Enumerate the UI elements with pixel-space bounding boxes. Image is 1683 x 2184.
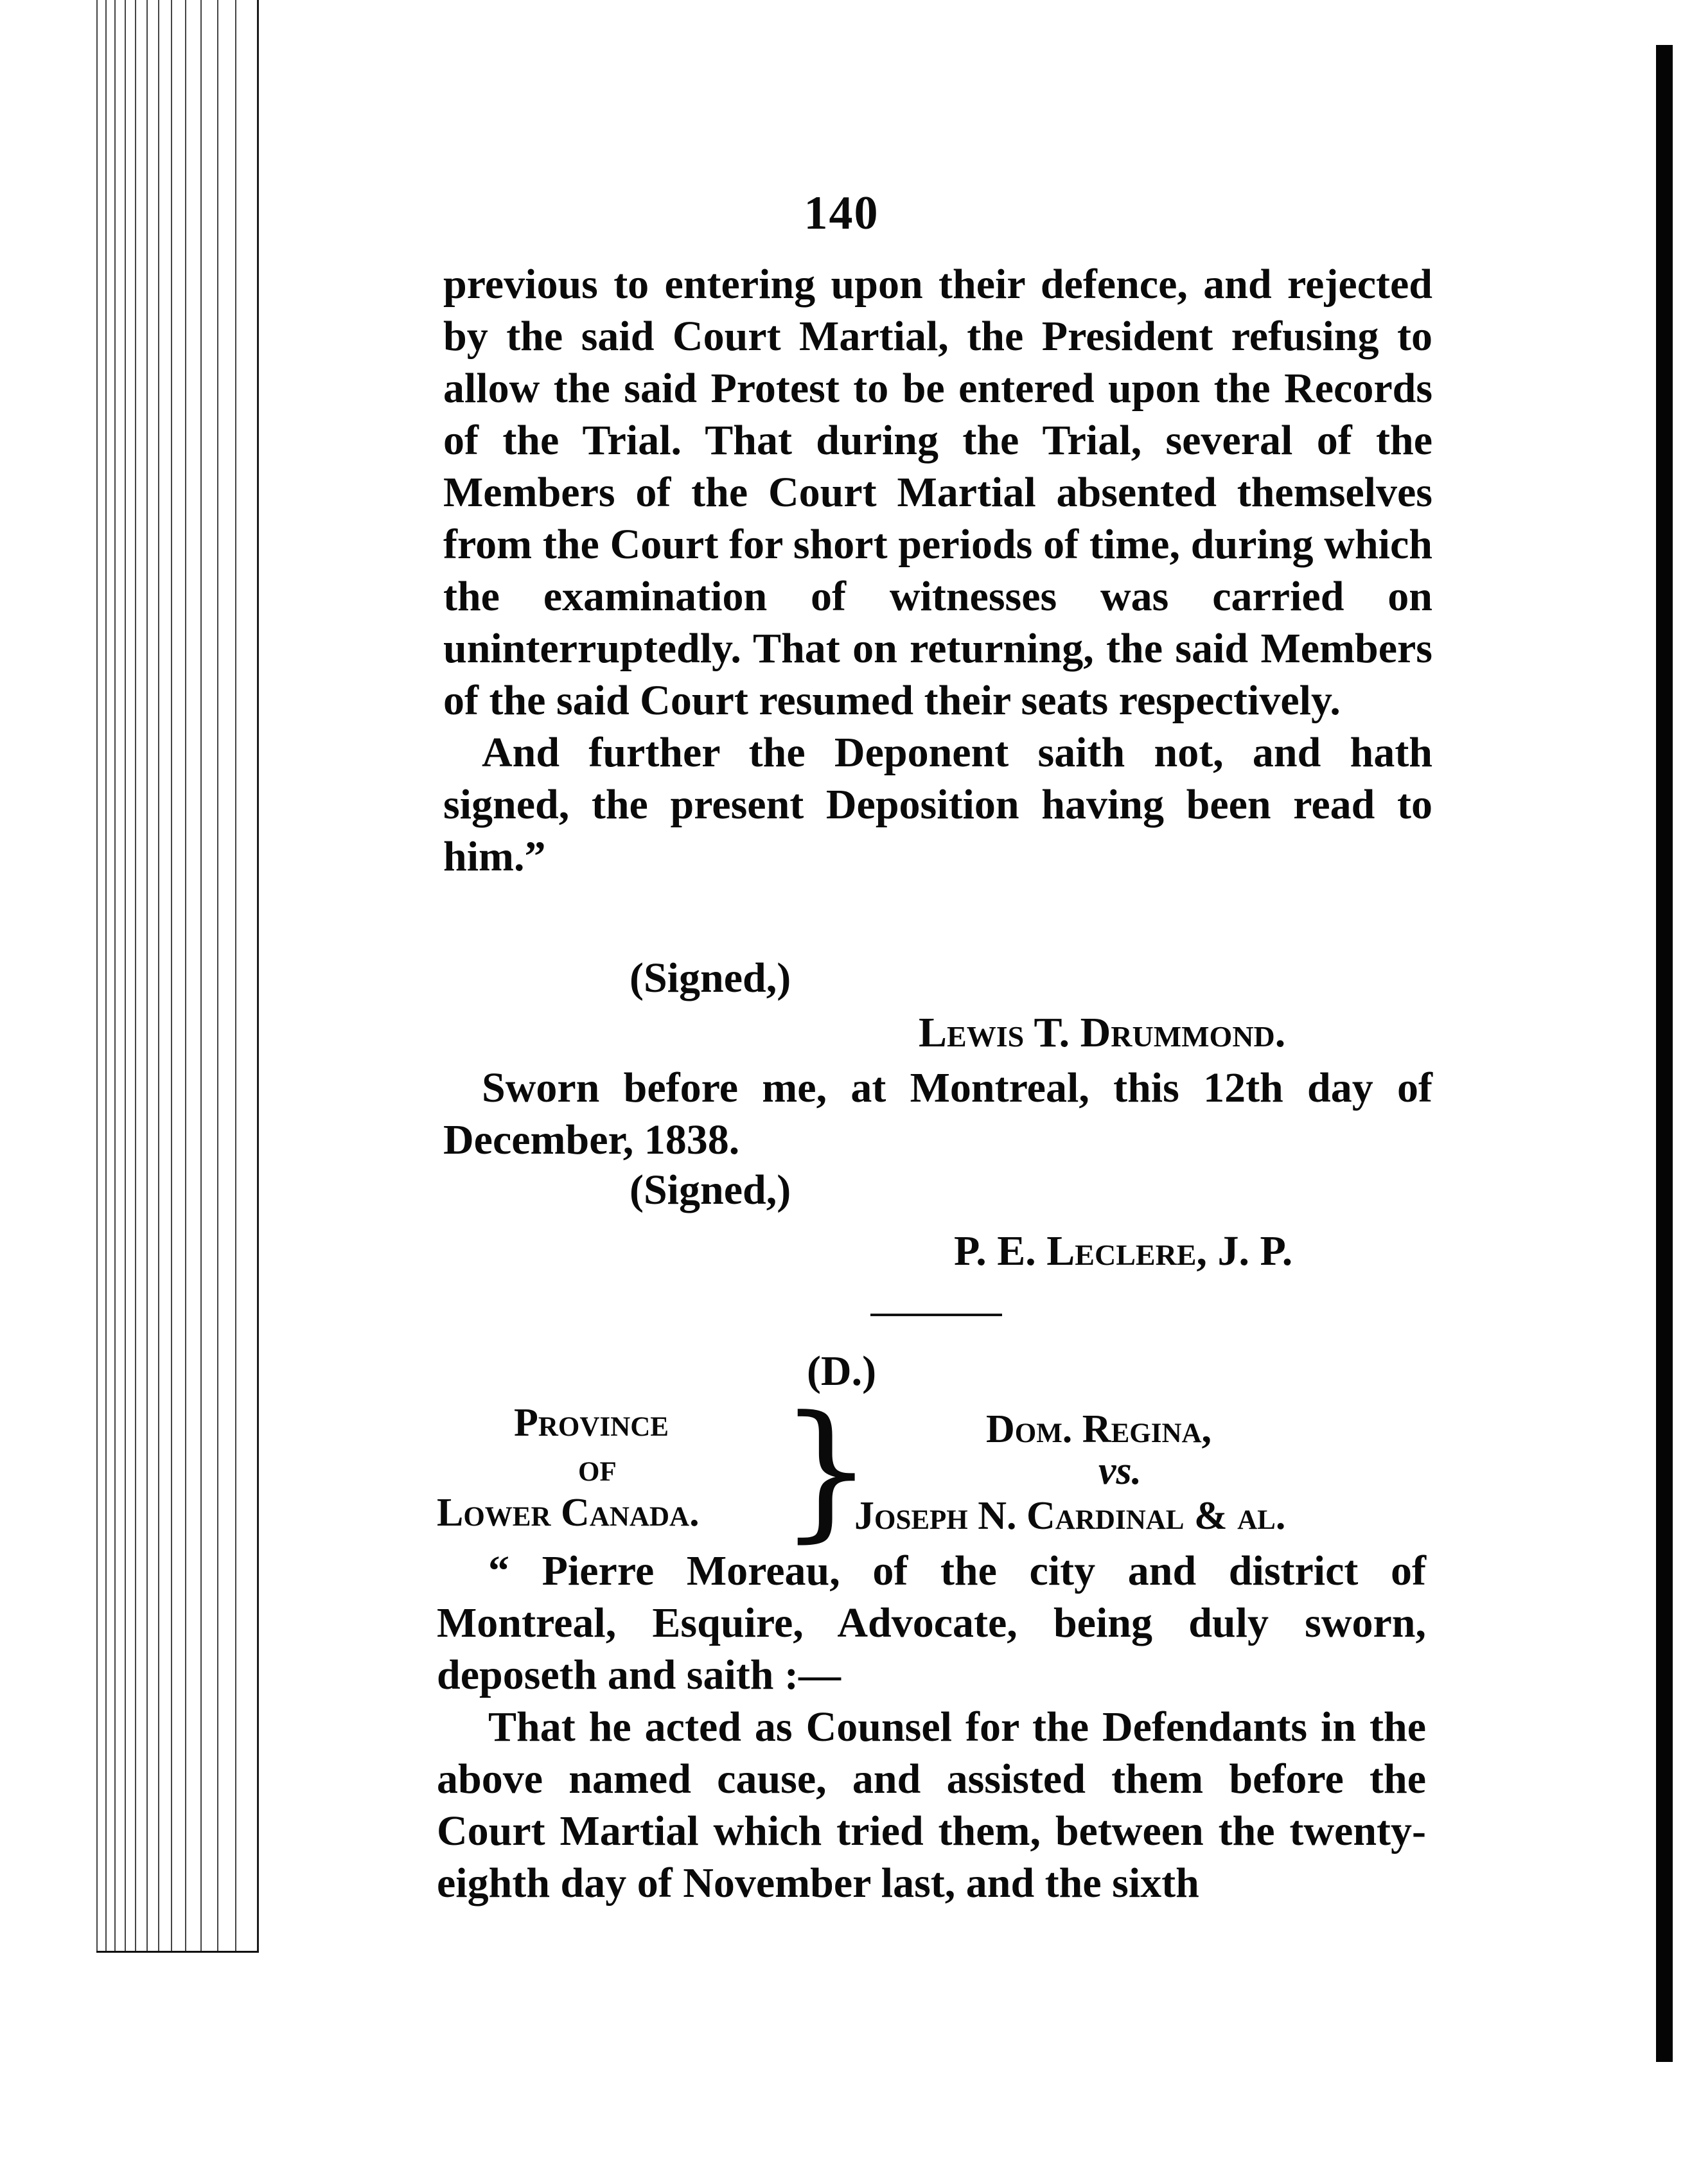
- deposition-body: [443, 258, 1432, 883]
- signed-label-2: (Signed,): [630, 1167, 791, 1213]
- caption-versus: vs.: [1098, 1449, 1142, 1493]
- moreau-paragraph-1: “ Pierre Moreau, of the city and district of Montreal, Esquire, Advocate, being duly sworn, deposeth and saith :—: [437, 1547, 1426, 1698]
- signed-label-1: (Signed,): [630, 955, 791, 1001]
- signatory-drummond: Lewis T. Drummond.: [919, 1009, 1286, 1056]
- section-heading-d: (D.): [806, 1348, 877, 1395]
- sworn-paragraph: Sworn before me, at Montreal, this 12th day of December, 1838.: [443, 1064, 1432, 1163]
- moreau-paragraph-2: That he acted as Counsel for the Defendants in the above named cause, and assisted them before the Court Martial which tried them, between the twenty-eighth day of November last, and the sixth: [437, 1704, 1426, 1907]
- caption-dom-regina: Dom. Regina,: [986, 1407, 1212, 1451]
- deposition-paragraph-1: previous to entering upon their defence, and rejected by the said Court Martial, the President refusing to allow the said Protest to be entered upon the Records of the Trial. That during the Trial, several of the Members of the Court Martial absented themselves from the Court for short periods of time, during which the examination of witnesses was carried on uninterruptedly. That on returning, the said Members of the said Court resumed their seats respectively.: [443, 261, 1432, 724]
- caption-joseph-cardinal: Joseph N. Cardinal & al.: [854, 1494, 1286, 1538]
- book-page-edges: [96, 0, 259, 1953]
- signatory-leclere: P. E. Leclere, J. P.: [954, 1228, 1293, 1274]
- moreau-deposition: [437, 1545, 1426, 1909]
- sworn-statement: [443, 1062, 1432, 1166]
- scan-border-right: [1656, 45, 1673, 2062]
- caption-province: Province: [514, 1401, 669, 1445]
- caption-brace: }: [779, 1385, 874, 1556]
- section-divider: [870, 1314, 1002, 1316]
- caption-of: of: [578, 1446, 617, 1490]
- deposition-paragraph-2: And further the Deponent saith not, and hath signed, the present Deposition having been read to him.”: [443, 729, 1432, 880]
- page-number: 140: [804, 187, 879, 240]
- caption-lower-canada: Lower Canada.: [437, 1491, 700, 1535]
